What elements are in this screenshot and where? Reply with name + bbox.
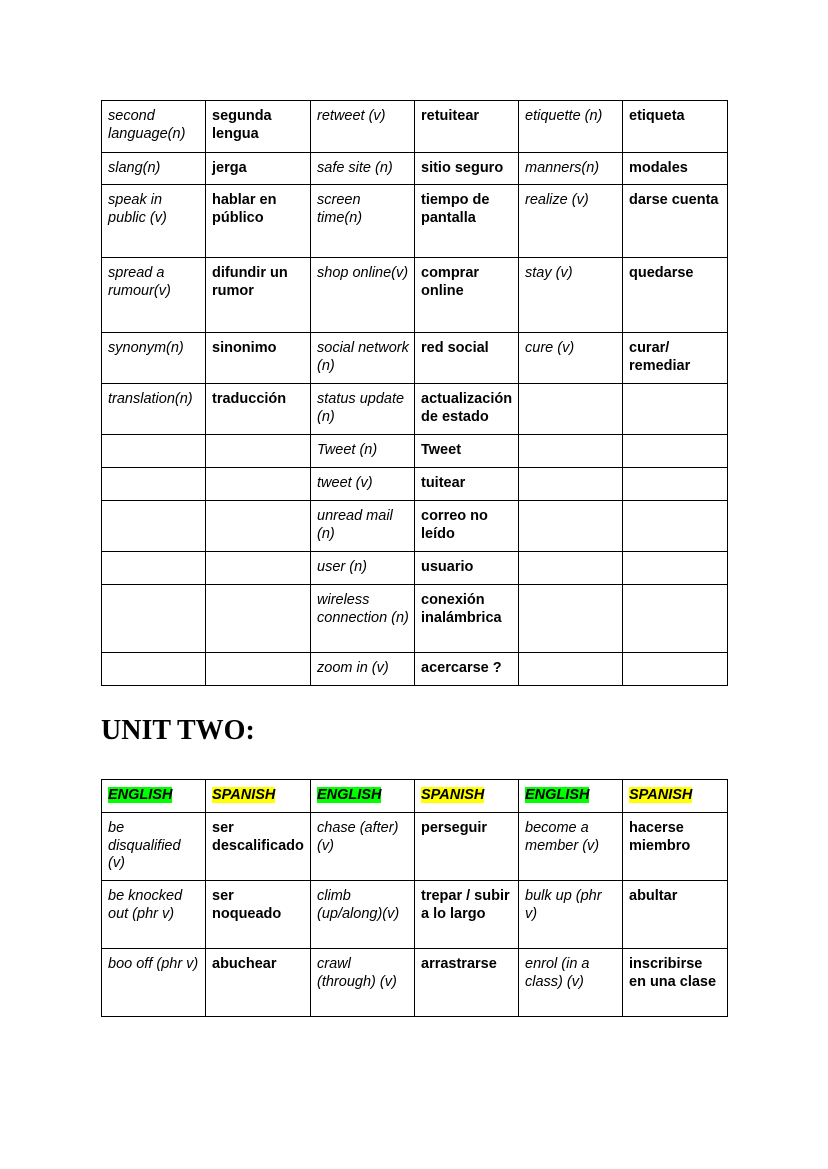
- spanish-translation-cell: quedarse: [623, 258, 728, 333]
- spanish-translation-cell: modales: [623, 153, 728, 185]
- english-term-cell: enrol (in a class) (v): [519, 949, 623, 1017]
- english-term-cell: [519, 552, 623, 585]
- unit-one-vocab-table: [101, 100, 728, 686]
- spanish-translation-cell: [206, 552, 311, 585]
- english-term-cell: status update (n): [311, 384, 415, 435]
- spanish-translation-cell: curar/ remediar: [623, 333, 728, 384]
- english-term-cell: wireless connection (n): [311, 585, 415, 653]
- english-term-cell: [519, 468, 623, 501]
- spanish-translation-cell: jerga: [206, 153, 311, 185]
- table-row: [102, 949, 728, 1017]
- english-term-cell: be disqualified (v): [102, 813, 206, 881]
- spanish-translation-cell: [206, 585, 311, 653]
- table-row: [102, 881, 728, 949]
- english-term-cell: [519, 384, 623, 435]
- english-term-cell: [519, 501, 623, 552]
- table-row: [102, 552, 728, 585]
- english-term-cell: [519, 585, 623, 653]
- spanish-translation-cell: usuario: [415, 552, 519, 585]
- header-label: ENGLISH: [525, 787, 590, 803]
- spanish-translation-cell: correo no leído: [415, 501, 519, 552]
- english-term-cell: translation(n): [102, 384, 206, 435]
- table-row: [102, 153, 728, 185]
- table-row: [102, 501, 728, 552]
- spanish-translation-cell: tiempo de pantalla: [415, 185, 519, 258]
- header-cell-english: [519, 780, 623, 813]
- header-label: ENGLISH: [108, 787, 173, 803]
- english-term-cell: cure (v): [519, 333, 623, 384]
- spanish-translation-cell: hacerse miembro: [623, 813, 728, 881]
- spanish-translation-cell: inscribirse en una clase: [623, 949, 728, 1017]
- spanish-translation-cell: darse cuenta: [623, 185, 728, 258]
- english-term-cell: chase (after) (v): [311, 813, 415, 881]
- english-term-cell: climb (up/along)(v): [311, 881, 415, 949]
- table-row: [102, 468, 728, 501]
- english-term-cell: bulk up (phr v): [519, 881, 623, 949]
- english-term-cell: zoom in (v): [311, 653, 415, 686]
- spanish-translation-cell: sinonimo: [206, 333, 311, 384]
- spanish-translation-cell: abultar: [623, 881, 728, 949]
- unit-two-vocab-table: [101, 779, 728, 1017]
- spanish-translation-cell: [206, 468, 311, 501]
- header-cell-spanish: [623, 780, 728, 813]
- spanish-translation-cell: traducción: [206, 384, 311, 435]
- spanish-translation-cell: [623, 501, 728, 552]
- english-term-cell: user (n): [311, 552, 415, 585]
- header-cell-spanish: [206, 780, 311, 813]
- english-term-cell: tweet (v): [311, 468, 415, 501]
- spanish-translation-cell: [206, 653, 311, 686]
- table-row: [102, 258, 728, 333]
- unit-two-table-body: [102, 813, 728, 1017]
- spanish-translation-cell: [623, 468, 728, 501]
- english-term-cell: realize (v): [519, 185, 623, 258]
- english-term-cell: second language(n): [102, 101, 206, 153]
- spanish-translation-cell: [623, 552, 728, 585]
- english-term-cell: [519, 435, 623, 468]
- header-cell-english: [102, 780, 206, 813]
- english-term-cell: become a member (v): [519, 813, 623, 881]
- english-term-cell: Tweet (n): [311, 435, 415, 468]
- spanish-translation-cell: Tweet: [415, 435, 519, 468]
- spanish-translation-cell: trepar / subir a lo largo: [415, 881, 519, 949]
- spanish-translation-cell: tuitear: [415, 468, 519, 501]
- english-term-cell: etiquette (n): [519, 101, 623, 153]
- header-cell-spanish: [415, 780, 519, 813]
- english-term-cell: spread a rumour(v): [102, 258, 206, 333]
- english-term-cell: screen time(n): [311, 185, 415, 258]
- english-term-cell: speak in public (v): [102, 185, 206, 258]
- header-label: ENGLISH: [317, 787, 382, 803]
- spanish-translation-cell: [623, 585, 728, 653]
- spanish-translation-cell: red social: [415, 333, 519, 384]
- spanish-translation-cell: [623, 653, 728, 686]
- unit-one-table-body: [102, 101, 728, 686]
- english-term-cell: [102, 653, 206, 686]
- header-label: SPANISH: [421, 787, 485, 803]
- spanish-translation-cell: conexión inalámbrica: [415, 585, 519, 653]
- spanish-translation-cell: actualización de estado: [415, 384, 519, 435]
- english-term-cell: [102, 468, 206, 501]
- header-label: SPANISH: [212, 787, 276, 803]
- spanish-translation-cell: [206, 435, 311, 468]
- spanish-translation-cell: [623, 384, 728, 435]
- spanish-translation-cell: ser noqueado: [206, 881, 311, 949]
- spanish-translation-cell: etiqueta: [623, 101, 728, 153]
- table-row: [102, 653, 728, 686]
- english-term-cell: slang(n): [102, 153, 206, 185]
- spanish-translation-cell: ser descalificado: [206, 813, 311, 881]
- table-row: [102, 435, 728, 468]
- unit-two-heading: UNIT TWO:: [101, 715, 255, 746]
- spanish-translation-cell: perseguir: [415, 813, 519, 881]
- spanish-translation-cell: sitio seguro: [415, 153, 519, 185]
- header-label: SPANISH: [629, 787, 693, 803]
- table-row: [102, 384, 728, 435]
- spanish-translation-cell: abuchear: [206, 949, 311, 1017]
- english-term-cell: stay (v): [519, 258, 623, 333]
- english-term-cell: synonym(n): [102, 333, 206, 384]
- english-term-cell: safe site (n): [311, 153, 415, 185]
- english-term-cell: unread mail (n): [311, 501, 415, 552]
- spanish-translation-cell: [206, 501, 311, 552]
- english-term-cell: [102, 435, 206, 468]
- english-term-cell: [102, 585, 206, 653]
- english-term-cell: crawl (through) (v): [311, 949, 415, 1017]
- spanish-translation-cell: difundir un rumor: [206, 258, 311, 333]
- english-term-cell: shop online(v): [311, 258, 415, 333]
- spanish-translation-cell: hablar en público: [206, 185, 311, 258]
- english-term-cell: boo off (phr v): [102, 949, 206, 1017]
- english-term-cell: [102, 552, 206, 585]
- english-term-cell: retweet (v): [311, 101, 415, 153]
- spanish-translation-cell: retuitear: [415, 101, 519, 153]
- unit-two-header-row: [102, 780, 728, 813]
- english-term-cell: manners(n): [519, 153, 623, 185]
- table-row: [102, 185, 728, 258]
- spanish-translation-cell: segunda lengua: [206, 101, 311, 153]
- spanish-translation-cell: acercarse ?: [415, 653, 519, 686]
- english-term-cell: be knocked out (phr v): [102, 881, 206, 949]
- header-cell-english: [311, 780, 415, 813]
- table-row: [102, 333, 728, 384]
- english-term-cell: [519, 653, 623, 686]
- table-row: [102, 101, 728, 153]
- spanish-translation-cell: [623, 435, 728, 468]
- table-row: [102, 813, 728, 881]
- spanish-translation-cell: arrastrarse: [415, 949, 519, 1017]
- english-term-cell: [102, 501, 206, 552]
- english-term-cell: social network (n): [311, 333, 415, 384]
- spanish-translation-cell: comprar online: [415, 258, 519, 333]
- table-row: [102, 585, 728, 653]
